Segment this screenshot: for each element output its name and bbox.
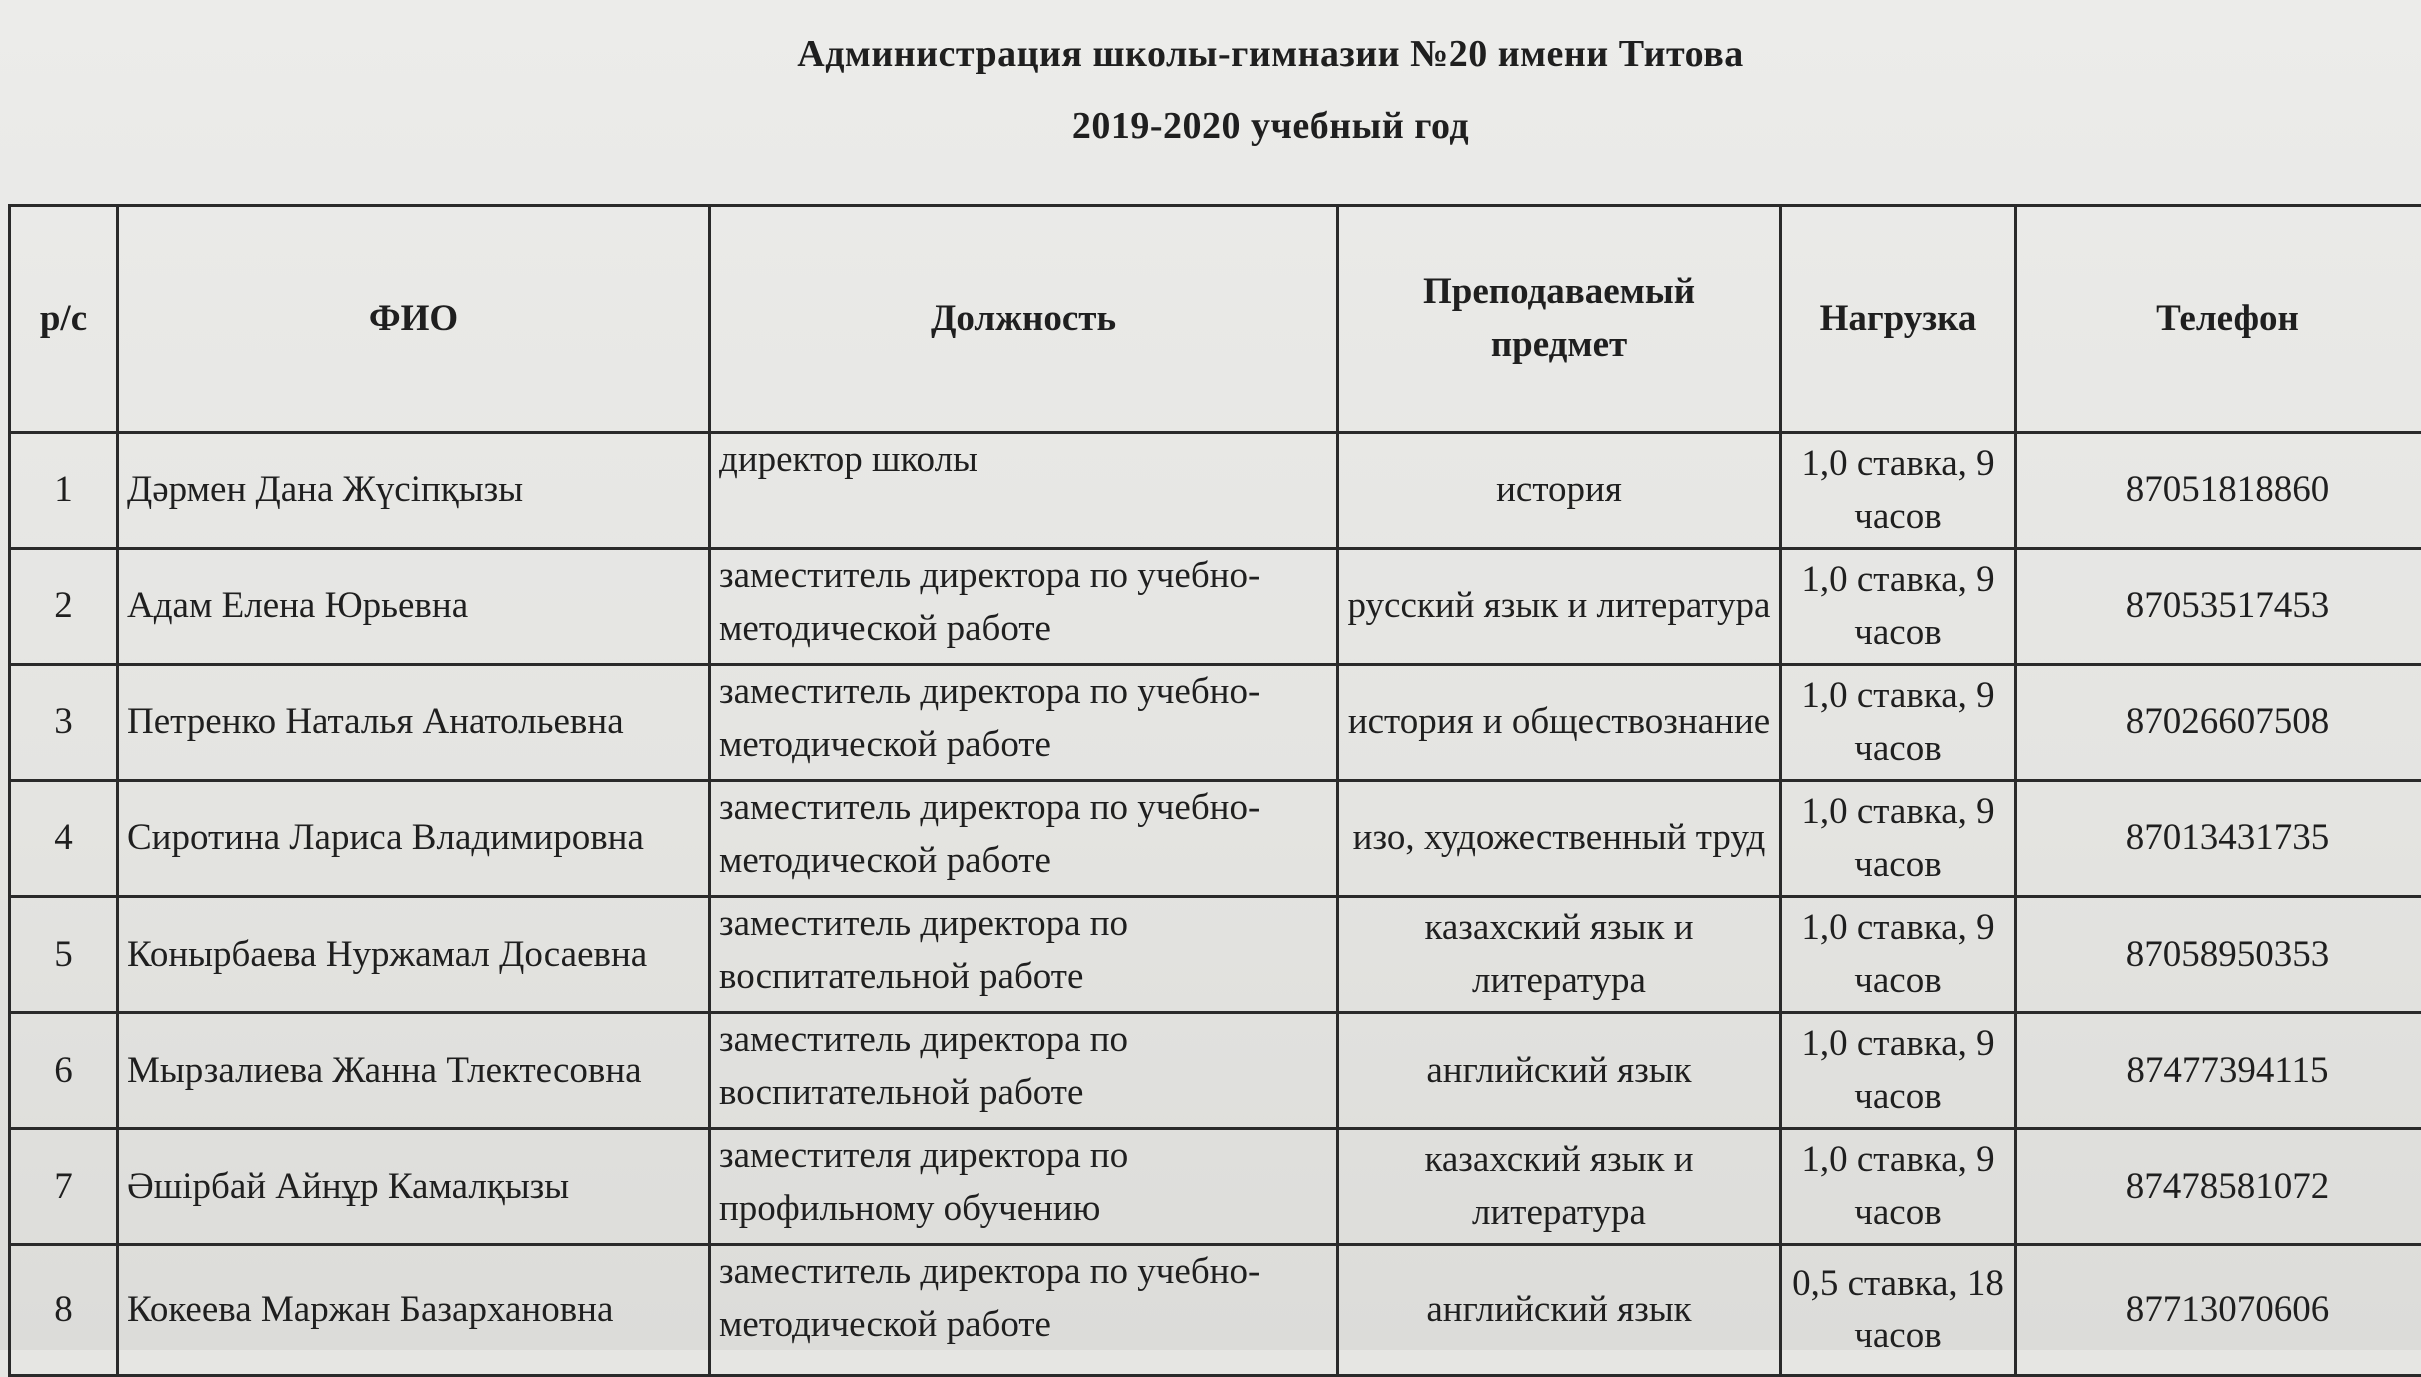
table-row: [10, 665, 2421, 781]
column-header-position: Должность: [710, 206, 1338, 433]
column-header-phone: Телефон: [2016, 206, 2421, 433]
person-name: Петренко Наталья Анатольевна: [118, 665, 710, 781]
person-load: 1,0 ставка, 9 часов: [1781, 1129, 2016, 1245]
column-header-name: ФИО: [118, 206, 710, 433]
person-subject: казахский язык и литература: [1338, 897, 1781, 1013]
person-position: заместитель директора по воспитательной работе: [710, 897, 1338, 1013]
person-phone: 87053517453: [2016, 549, 2421, 665]
person-load: 0,5 ставка, 18 часов: [1781, 1245, 2016, 1376]
column-header-load: Нагрузка: [1781, 206, 2016, 433]
table-row: [10, 1129, 2421, 1245]
person-load: 1,0 ставка, 9 часов: [1781, 665, 2016, 781]
administration-table: [8, 204, 2421, 1377]
person-position: заместитель директора по учебно-методической работе: [710, 549, 1338, 665]
column-header-subject: Преподаваемый предмет: [1338, 206, 1781, 433]
table-row: [10, 781, 2421, 897]
row-number: 3: [10, 665, 118, 781]
table-row: [10, 1245, 2421, 1376]
person-position: заместителя директора по профильному обучению: [710, 1129, 1338, 1245]
person-phone: 87478581072: [2016, 1129, 2421, 1245]
person-position: заместитель директора по воспитательной работе: [710, 1013, 1338, 1129]
document-title: Администрация школы-гимназии №20 имени Титова: [60, 18, 2421, 90]
person-position: директор школы: [710, 433, 1338, 549]
person-name: Дәрмен Дана Жүсіпқызы: [118, 433, 710, 549]
column-header-number: р/с: [10, 206, 118, 433]
person-subject: английский язык: [1338, 1245, 1781, 1376]
person-phone: 87477394115: [2016, 1013, 2421, 1129]
person-name: Кокеева Маржан Базархановна: [118, 1245, 710, 1376]
person-phone: 87713070606: [2016, 1245, 2421, 1376]
row-number: 6: [10, 1013, 118, 1129]
person-phone: 87013431735: [2016, 781, 2421, 897]
person-name: Әшірбай Айнұр Камалқызы: [118, 1129, 710, 1245]
person-phone: 87026607508: [2016, 665, 2421, 781]
person-subject: изо, художественный труд: [1338, 781, 1781, 897]
person-subject: казахский язык и литература: [1338, 1129, 1781, 1245]
table-row: [10, 433, 2421, 549]
row-number: 4: [10, 781, 118, 897]
person-position: заместитель директора по учебно-методической работе: [710, 781, 1338, 897]
person-load: 1,0 ставка, 9 часов: [1781, 433, 2016, 549]
table-row: [10, 549, 2421, 665]
row-number: 2: [10, 549, 118, 665]
person-name: Мырзалиева Жанна Тлектесовна: [118, 1013, 710, 1129]
person-subject: русский язык и литература: [1338, 549, 1781, 665]
person-subject: история: [1338, 433, 1781, 549]
table-row: [10, 897, 2421, 1013]
document-subtitle: 2019-2020 учебный год: [60, 90, 2421, 162]
person-position: заместитель директора по учебно-методической работе: [710, 1245, 1338, 1376]
person-load: 1,0 ставка, 9 часов: [1781, 1013, 2016, 1129]
table-header-row: [10, 206, 2421, 433]
row-number: 7: [10, 1129, 118, 1245]
row-number: 8: [10, 1245, 118, 1376]
row-number: 5: [10, 897, 118, 1013]
person-subject: история и обществознание: [1338, 665, 1781, 781]
person-load: 1,0 ставка, 9 часов: [1781, 781, 2016, 897]
table-row: [10, 1013, 2421, 1129]
document-header: [0, 18, 2421, 162]
person-load: 1,0 ставка, 9 часов: [1781, 549, 2016, 665]
person-name: Адам Елена Юрьевна: [118, 549, 710, 665]
row-number: 1: [10, 433, 118, 549]
person-subject: английский язык: [1338, 1013, 1781, 1129]
person-name: Конырбаева Нуржамал Досаевна: [118, 897, 710, 1013]
person-load: 1,0 ставка, 9 часов: [1781, 897, 2016, 1013]
person-position: заместитель директора по учебно-методической работе: [710, 665, 1338, 781]
person-phone: 87058950353: [2016, 897, 2421, 1013]
person-phone: 87051818860: [2016, 433, 2421, 549]
person-name: Сиротина Лариса Владимировна: [118, 781, 710, 897]
